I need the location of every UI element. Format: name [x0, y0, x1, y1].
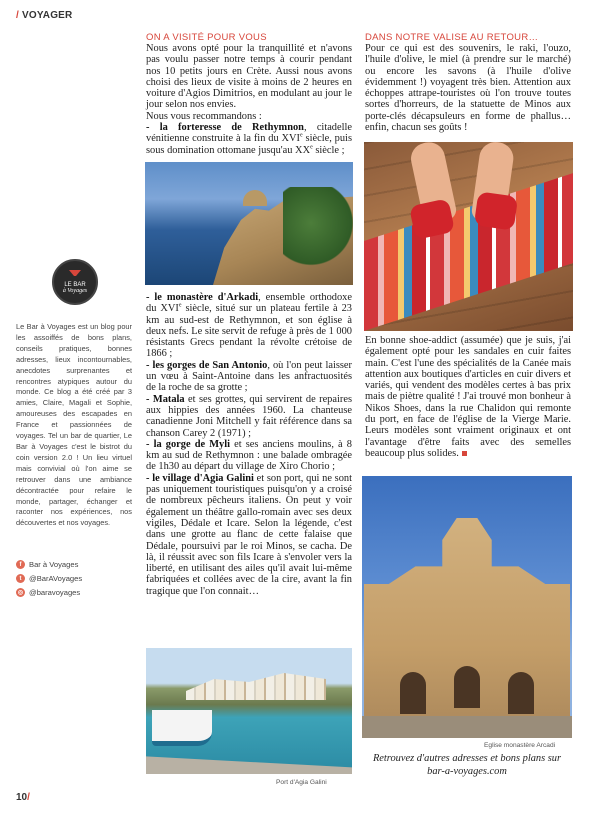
sidebar-about: Le Bar à Voyages est un blog pour les assoiffés de bons plans, conseils pratiques, bonnes adresses, lieux incontournables, anecdotes surprenantes et rencontres atypiques autour du monde. Ce blog a été créé par 3 amies, Claire, Magali et Sophie, amoureuses des escapades en France et passionnées de voyages. Tel un bar de quartier, Le Bar à Voyages c'est le bistrot du coin version 2.0 ! Un lieu virtuel mais convivial où l'on aime se retrouver dans une ambiance décontractée pour refaire le monde, partager, échanger et raconter nos expériences, nos découvertes et nos voyages.	[16, 322, 132, 528]
twitter-icon: t	[16, 574, 25, 583]
column-title-valise: DANS NOTRE VALISE AU RETOUR…	[365, 32, 539, 43]
column-visite-continued	[146, 292, 352, 597]
instagram-icon: ◎	[17, 590, 24, 596]
item-rethymnon: - la forteresse de Rethymnon, citadelle vénitienne construite à la fin du XVIe siècle, puis sous domination ottomane jusqu'au XXe siècle ;	[146, 122, 353, 156]
photo-rethymnon-fortress	[145, 162, 353, 285]
item-myli: - la gorge de Myli et ses anciens moulins, à 8 km au sud de Rethymnon : une balade ombragée de 1h30 au départ du village de Xiro Chorio ;	[146, 438, 352, 473]
more-addresses-line: Retrouvez d'autres adresses et bons plans sur	[372, 753, 562, 764]
caption-agia-galini: Port d'Agia Galini	[276, 779, 327, 786]
social-twitter[interactable]: t @BarAVoyages	[16, 574, 82, 583]
column-valise	[365, 32, 571, 133]
caption-arcadi: Eglise monastère Arcadi	[484, 742, 556, 749]
end-mark	[462, 451, 467, 456]
photo-sandals	[364, 142, 573, 331]
social-facebook[interactable]: f Bar à Voyages	[16, 560, 78, 569]
column-title-visite: ON A VISITÉ POUR VOUS	[146, 32, 267, 43]
column-shoes	[365, 335, 571, 459]
item-arkadi: - le monastère d'Arkadi, ensemble orthodoxe du XVIe siècle, situé sur un plateau fertile à 23 km au sud-est de Rethymnon, et son église à deux nefs. Le site servit de refuge à près de 1 000 résistants Grecs pendant la révolte crétoise de 1866 ;	[146, 292, 353, 360]
item-matala: - Matala et ses grottes, qui servirent de repaires aux hippies des années 1960. La chanteuse canadienne Joni Mitchell y fait référence dans sa chanson Carey 2 (1971) ;	[146, 393, 352, 439]
shoes-text: En bonne shoe-addict (assumée) que je suis, j'ai également opté pour les sandales en cuir faites main. C'est l'une des spécialités de la Canée mais attention aux boutiques d'articles en cuir divers et variés, qui vendent des modèles certes à bas prix mais de piètre qualité ! J'ai trouvé mon bonheur à Nikos Shoes, dans la rue Chalidon qui remonte du port, en face de l'église de la Vierge Marie. Leurs modèles sont vraiment originaux et ont l'avantage d'être faits avec des semelles beaucoup plus solides.	[365, 335, 571, 459]
social-instagram[interactable]: ◎ @baravoyages	[17, 588, 81, 597]
photo-arcadi-monastery	[362, 476, 572, 738]
bar-a-voyages-logo: LE BAR à Voyages	[52, 259, 98, 305]
item-agia-galini: - le village d'Agia Galini et son port, qui ne sont pas uniquement touristiques puisqu'on y a croisé de nombreux pêcheurs italiens. On peut y voir également un théâtre gallo-romain avec ses deux vigiles, Dédale et Icare. Selon la légende, c'est dans une grotte au flanc de cette falaise que Dédale, poursuivi par le roi Minos, se cacha. De là, il réussit avec son fils Icare à s'envoler vers la liberté, en utilisant des ailes qu'il avait lui-même fabriquées et collées avec de la cire, avant la fin tragique que l'on connait…	[146, 472, 352, 597]
photo-agia-galini	[146, 648, 352, 774]
visite-intro: Nous avons opté pour la tranquillité et n'avons pas voulu passer notre temps à courir pendant nos 10 petits jours en Crète. Aussi nous avons choisi des lieux de visite à moins de 2 heures en voiture d'Agios Dimitrios, en modulant au jour le jour selon nos envies.	[146, 43, 352, 111]
website-link[interactable]: bar-a-voyages.com	[427, 765, 507, 777]
item-san-antonio: - les gorges de San Antonio, où l'on peut laisser un vœu à Saint-Antoine dans les anfractuosités de la roche de sa grotte ;	[146, 359, 353, 394]
facebook-icon: f	[16, 560, 25, 569]
section-tag: / VOYAGER	[16, 10, 73, 21]
more-addresses-note	[362, 753, 572, 778]
page-number: 10/	[16, 792, 30, 803]
visite-recommend: Nous vous recommandons :	[146, 110, 262, 122]
visite-text	[146, 43, 352, 156]
valise-intro: Pour ce qui est des souvenirs, le raki, l'ouzo, l'huile d'olive, le miel (à prendre sur le marché) ou encore les savons (à l'huile d'olive évidemment !) voyagent très bien. Attention aux échoppes attrape-touristes où l'on trouve toutes sortes d'horreurs, de la statuette de Minos aux porte-clés décapsuleurs en forme de phallus… enfin, chacun ses goûts !	[365, 43, 571, 134]
column-visite	[146, 32, 352, 156]
section-name: VOYAGER	[21, 10, 73, 21]
